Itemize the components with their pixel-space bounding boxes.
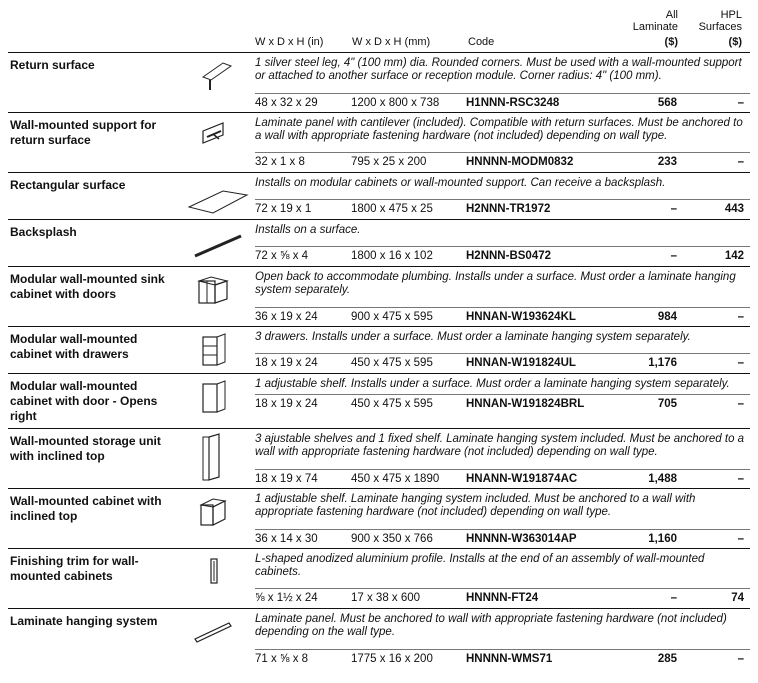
backsplash-icon: [183, 224, 253, 264]
dim-mm: 795 x 25 x 200: [351, 156, 427, 168]
spec-line: [255, 469, 750, 489]
price-laminate: 568: [657, 97, 677, 109]
table-row: [8, 52, 750, 112]
table-row: [8, 548, 750, 608]
dim-mm: 450 x 475 x 1890: [351, 473, 440, 485]
price-hpl: 443: [724, 203, 744, 215]
product-name: Modular wall-mounted sink cabinet with doors: [10, 272, 165, 301]
spec-line: [255, 307, 750, 327]
spec-line: [255, 246, 750, 266]
spec-line: [255, 93, 750, 113]
product-description: 3 ajustable shelves and 1 fixed shelf. Laminate hanging system included. Must be anchored to a wall with appropriate fastening hardware (not included) depending on wall type.: [255, 433, 745, 458]
product-code: HNNAN-W191824BRL: [466, 398, 585, 410]
price-hpl: –: [737, 156, 744, 168]
table-row: [8, 266, 750, 326]
dim-mm: 1800 x 475 x 25: [351, 203, 433, 215]
spec-line: [255, 199, 750, 219]
col-header-code: Code: [468, 36, 495, 48]
table-row: [8, 112, 750, 172]
col-header-hpl-2: Surfaces: [698, 21, 742, 33]
dim-in: ⅝ x 1½ x 24: [255, 592, 318, 604]
price-hpl: –: [737, 473, 744, 485]
dim-mm: 1800 x 16 x 102: [351, 250, 433, 262]
price-laminate: 1,160: [648, 533, 677, 545]
product-code: H1NNN-RSC3248: [466, 97, 560, 109]
product-description: Laminate panel with cantilever (included). Compatible with return surfaces. Must be anchored to a wall with appropriate fastening hardware (not included) depending on wall type.: [255, 117, 743, 142]
product-name: Backsplash: [10, 225, 77, 239]
product-code: HNNAN-W191824UL: [466, 357, 576, 369]
dim-mm: 900 x 350 x 766: [351, 533, 433, 545]
price-laminate: 285: [657, 653, 677, 665]
price-laminate: 1,176: [648, 357, 677, 369]
product-description: 1 adjustable shelf. Installs under a surface. Must order a laminate hanging system separately.: [255, 378, 730, 390]
dim-mm: 17 x 38 x 600: [351, 592, 421, 604]
product-name: Return surface: [10, 58, 95, 72]
dim-in: 71 x ⅝ x 8: [255, 653, 309, 665]
dim-in: 18 x 19 x 24: [255, 398, 318, 410]
dim-in: 72 x ⅝ x 4: [255, 250, 309, 262]
col-header-laminate-3: ($): [664, 36, 678, 48]
dim-in: 72 x 19 x 1: [255, 203, 312, 215]
dim-mm: 900 x 475 x 595: [351, 311, 433, 323]
hanging-system-icon: [183, 613, 253, 653]
spec-line: [255, 394, 750, 414]
price-hpl: –: [737, 398, 744, 410]
spec-line: [255, 649, 750, 669]
dim-in: 18 x 19 x 24: [255, 357, 318, 369]
col-header-hpl-3: ($): [728, 36, 742, 48]
product-name: Wall-mounted cabinet with inclined top: [10, 494, 162, 523]
price-laminate: –: [670, 250, 677, 262]
table-row: [8, 172, 750, 219]
product-code: HNANN-W191874AC: [466, 473, 578, 485]
return-surface-icon: [183, 57, 253, 97]
price-laminate: 705: [657, 398, 677, 410]
col-header-laminate-1: All: [665, 9, 678, 21]
dim-in: 18 x 19 x 74: [255, 473, 318, 485]
product-code: H2NNN-TR1972: [466, 203, 551, 215]
trim-icon: [183, 553, 253, 593]
product-description: 3 drawers. Installs under a surface. Must order a laminate hanging system separately.: [255, 331, 691, 343]
column-header: [0, 0, 758, 52]
dim-mm: 450 x 475 x 595: [351, 398, 433, 410]
price-hpl: –: [737, 357, 744, 369]
table-row: [8, 373, 750, 428]
wall-support-icon: [183, 117, 253, 157]
spec-line: [255, 353, 750, 373]
price-laminate: 233: [657, 156, 677, 168]
table-row: [8, 326, 750, 373]
col-header-laminate-2: Laminate: [632, 21, 678, 33]
product-description: Installs on modular cabinets or wall-mounted support. Can receive a backsplash.: [255, 177, 666, 189]
spec-line: [255, 529, 750, 549]
dim-in: 36 x 19 x 24: [255, 311, 318, 323]
price-laminate: –: [670, 592, 677, 604]
product-description: Laminate panel. Must be anchored to wall with appropriate fastening hardware (not included) depending on the wall type.: [255, 613, 727, 638]
table-row: [8, 219, 750, 266]
product-code: HNNAN-W193624KL: [466, 311, 576, 323]
product-description: L-shaped anodized aluminium profile. Installs at the end of an assembly of wall-mounted cabinets.: [255, 553, 705, 578]
col-header-mm: W x D x H (mm): [352, 36, 431, 48]
product-description: Installs on a surface.: [255, 224, 361, 236]
product-name: Modular wall-mounted cabinet with drawers: [10, 332, 138, 361]
storage-unit-icon: [183, 433, 253, 483]
price-hpl: 142: [724, 250, 744, 262]
table-row: [8, 428, 750, 488]
product-name: Finishing trim for wall-mounted cabinets: [10, 554, 139, 583]
dim-in: 48 x 32 x 29: [255, 97, 318, 109]
drawer-cabinet-icon: [183, 331, 253, 371]
price-hpl: –: [737, 97, 744, 109]
product-code: HNNNN-WMS71: [466, 653, 553, 665]
price-laminate: 1,488: [648, 473, 677, 485]
col-header-in: W x D x H (in): [255, 36, 324, 48]
dim-mm: 1200 x 800 x 738: [351, 97, 440, 109]
product-description: 1 silver steel leg, 4" (100 mm) dia. Rounded corners. Must be used with a wall-mounted support or attached to another surface or reception module. Corner radius: 4" (100 mm).: [255, 57, 742, 82]
product-code: HNNNN-FT24: [466, 592, 539, 604]
product-code: H2NNN-BS0472: [466, 250, 552, 262]
price-hpl: 74: [731, 592, 744, 604]
price-laminate: –: [670, 203, 677, 215]
dim-in: 32 x 1 x 8: [255, 156, 305, 168]
spec-line: [255, 152, 750, 172]
table-row: [8, 488, 750, 548]
dim-in: 36 x 14 x 30: [255, 533, 318, 545]
sink-cabinet-icon: [183, 271, 253, 311]
rectangular-surface-icon: [183, 177, 253, 217]
price-hpl: –: [737, 533, 744, 545]
price-hpl: –: [737, 653, 744, 665]
product-code: HNNNN-MODM0832: [466, 156, 574, 168]
product-name: Wall-mounted support for return surface: [10, 118, 157, 147]
product-name: Rectangular surface: [10, 178, 126, 192]
door-cabinet-icon: [183, 378, 253, 418]
table-row: [8, 608, 750, 682]
product-name: Laminate hanging system: [10, 614, 158, 628]
product-description: Open back to accommodate plumbing. Installs under a surface. Must order a laminate hanging system separately.: [255, 271, 736, 296]
dim-mm: 450 x 475 x 595: [351, 357, 433, 369]
product-description: 1 adjustable shelf. Laminate hanging system included. Must be anchored to a wall with appropriate fastening hardware (not included) depending on wall type.: [255, 493, 696, 518]
col-header-hpl-1: HPL: [720, 9, 742, 21]
price-hpl: –: [737, 311, 744, 323]
dim-mm: 1775 x 16 x 200: [351, 653, 433, 665]
product-name: Modular wall-mounted cabinet with door - Opens right: [10, 379, 158, 423]
price-laminate: 984: [657, 311, 677, 323]
inclined-cabinet-icon: [183, 493, 253, 533]
product-name: Wall-mounted storage unit with inclined top: [10, 434, 161, 463]
spec-line: [255, 588, 750, 608]
product-code: HNNNN-W363014AP: [466, 533, 577, 545]
